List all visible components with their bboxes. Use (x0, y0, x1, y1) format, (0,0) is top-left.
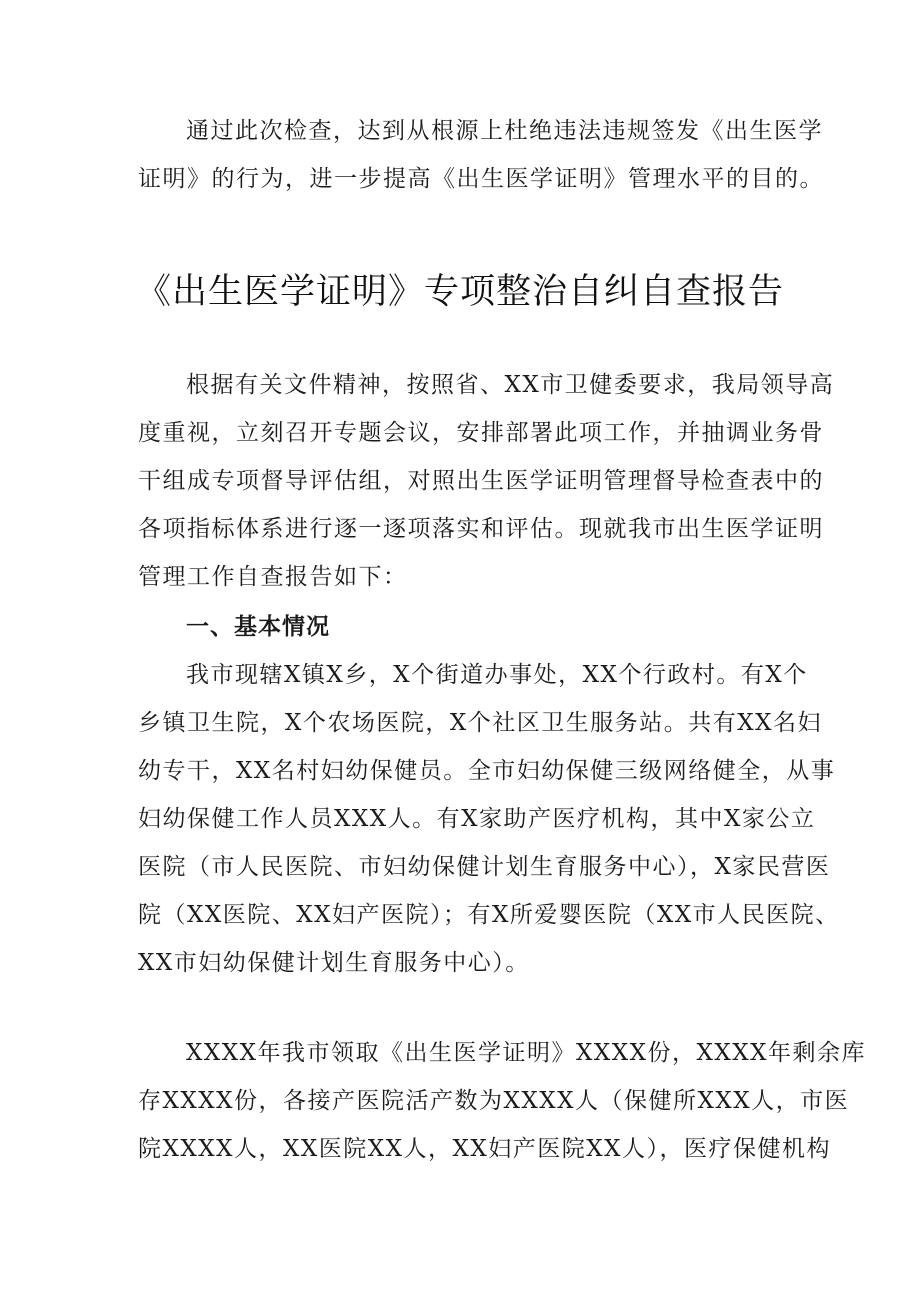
paragraph-1-line-5: 管理工作自查报告如下： (138, 564, 408, 590)
paragraph-2-line-5: 医院（市人民医院、市妇幼保健计划生育服务中心），X家民营医 (138, 854, 831, 880)
intro-line-2: 证明》的行为，进一步提高《出生医学证明》管理水平的目的。 (138, 166, 824, 192)
paragraph-2-line-7: XX市妇幼保健计划生育服务中心）。 (138, 950, 530, 976)
section-heading-basic-situation: 一、基本情况 (186, 614, 330, 640)
paragraph-2-line-2: 乡镇卫生院，X个农场医院，X个社区卫生服务站。共有XX名妇 (138, 710, 822, 736)
paragraph-1-line-4: 各项指标体系进行逐一逐项落实和评估。现就我市出生医学证明 (138, 516, 824, 542)
paragraph-1-line-3: 干组成专项督导评估组，对照出生医学证明管理督导检查表中的 (138, 468, 824, 494)
paragraph-2-line-3: 幼专干，XX名村妇幼保健员。全市妇幼保健三级网络健全，从事 (138, 758, 836, 784)
report-title: 《出生医学证明》专项整治自纠自查报告 (135, 272, 784, 312)
paragraph-3-line-2: 存XXXX份，各接产医院活产数为XXXX人（保健所XXX人，市医 (138, 1088, 850, 1114)
paragraph-1-line-2: 度重视，立刻召开专题会议，安排部署此项工作，并抽调业务骨 (138, 420, 824, 446)
paragraph-2-line-1: 我市现辖X镇X乡，X个街道办事处，XX个行政村。有X个 (186, 662, 808, 688)
intro-line-1: 通过此次检查，达到从根源上杜绝违法违规签发《出生医学 (186, 118, 823, 144)
paragraph-2-line-6: 院（XX医院、XX妇产医院）；有X所爱婴医院（XX市人民医院、 (138, 902, 840, 928)
paragraph-3-line-1: XXXX年我市领取《出生医学证明》XXXX份，XXXX年剩余库 (186, 1040, 866, 1066)
paragraph-2-line-4: 妇幼保健工作人员XXX人。有X家助产医疗机构，其中X家公立 (138, 806, 816, 832)
paragraph-3-line-3: 院XXXX人，XX医院XX人，XX妇产医院XX人），医疗保健机构 (138, 1136, 831, 1162)
paragraph-1-line-1: 根据有关文件精神，按照省、XX市卫健委要求，我局领导高 (186, 372, 835, 398)
